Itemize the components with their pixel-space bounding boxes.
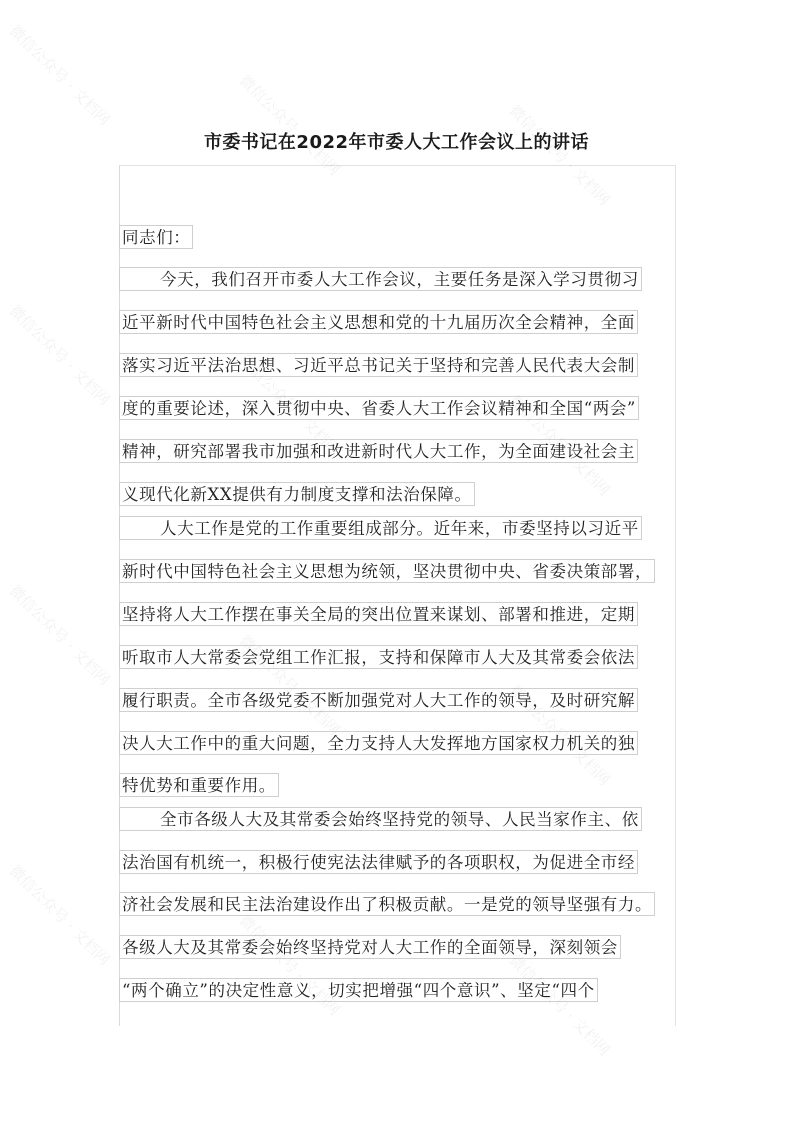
paragraph-1-line-3: 落实习近平法治思想、习近平总书记关于坚持和完善人民代表大会制 xyxy=(119,353,638,377)
paragraph-3-line-2: 法治国有机统一，积极行使宪法法律赋予的各项职权，为促进全市经 xyxy=(119,850,638,874)
paragraph-1-line-1: 今天，我们召开市委人大工作会议，主要任务是深入学习贯彻习 xyxy=(119,267,642,291)
paragraph-3-line-5: “两个确立”的决定性意义，切实把增强“四个意识”、坚定“四个 xyxy=(119,978,598,1002)
watermark: 微信公众号 · 文档网 xyxy=(5,301,114,410)
paragraph-2-line-4: 听取市人大常委会党组工作汇报，支持和保障市人大及其常委会依法 xyxy=(119,645,638,669)
paragraph-2-line-2: 新时代中国特色社会主义思想为统领，坚决贯彻中央、省委决策部署， xyxy=(119,559,655,583)
salutation: 同志们： xyxy=(119,225,193,249)
paragraph-1-line-6: 义现代化新XX提供有力制度支撑和法治保障。 xyxy=(119,482,475,506)
paragraph-2-line-5: 履行职责。全市各级党委不断加强党对人大工作的领导，及时研究解 xyxy=(119,688,638,712)
paragraph-2-line-1: 人大工作是党的工作重要组成部分。近年来，市委坚持以习近平 xyxy=(119,516,642,540)
paragraph-1-line-4: 度的重要论述，深入贯彻中央、省委人大工作会议精神和全国“两会” xyxy=(119,396,639,420)
document-title: 市委书记在2022年市委人大工作会议上的讲话 xyxy=(203,132,590,153)
watermark: 微信公众号 · 文档网 xyxy=(235,351,344,460)
watermark: 微信公众号 · 文档网 xyxy=(5,861,114,970)
watermark: 微信公众号 · 文档网 xyxy=(505,681,614,790)
paragraph-1-line-5: 精神，研究部署我市加强和改进新时代人大工作，为全面建设社会主 xyxy=(119,439,638,463)
paragraph-3-line-4: 各级人大及其常委会始终坚持党对人大工作的全面领导，深刻领会 xyxy=(119,935,621,959)
watermark: 微信公众号 · 文档网 xyxy=(235,911,344,1020)
paragraph-1-line-2: 近平新时代中国特色社会主义思想和党的十九届历次全会精神，全面 xyxy=(119,310,638,334)
watermark: 微信公众号 · 文档网 xyxy=(235,71,344,180)
watermark: 微信公众号 · 文档网 xyxy=(505,951,614,1060)
watermark: 微信公众号 · 文档网 xyxy=(505,101,614,210)
watermark: 微信公众号 · 文档网 xyxy=(505,391,614,500)
watermark: 微信公众号 · 文档网 xyxy=(5,581,114,690)
watermark: 微信公众号 · 文档网 xyxy=(5,21,114,130)
paragraph-3-line-1: 全市各级人大及其常委会始终坚持党的领导、人民当家作主、依 xyxy=(119,807,642,831)
paragraph-2-line-6: 决人大工作中的重大问题，全力支持人大发挥地方国家权力机关的独 xyxy=(119,731,638,755)
paragraph-3-line-3: 济社会发展和民主法治建设作出了积极贡献。一是党的领导坚强有力。 xyxy=(119,892,655,916)
watermark: 微信公众号 · 文档网 xyxy=(235,631,344,740)
paragraph-2-line-7: 特优势和重要作用。 xyxy=(119,773,279,797)
paragraph-2-line-3: 坚持将人大工作摆在事关全局的突出位置来谋划、部署和推进，定期 xyxy=(119,602,638,626)
